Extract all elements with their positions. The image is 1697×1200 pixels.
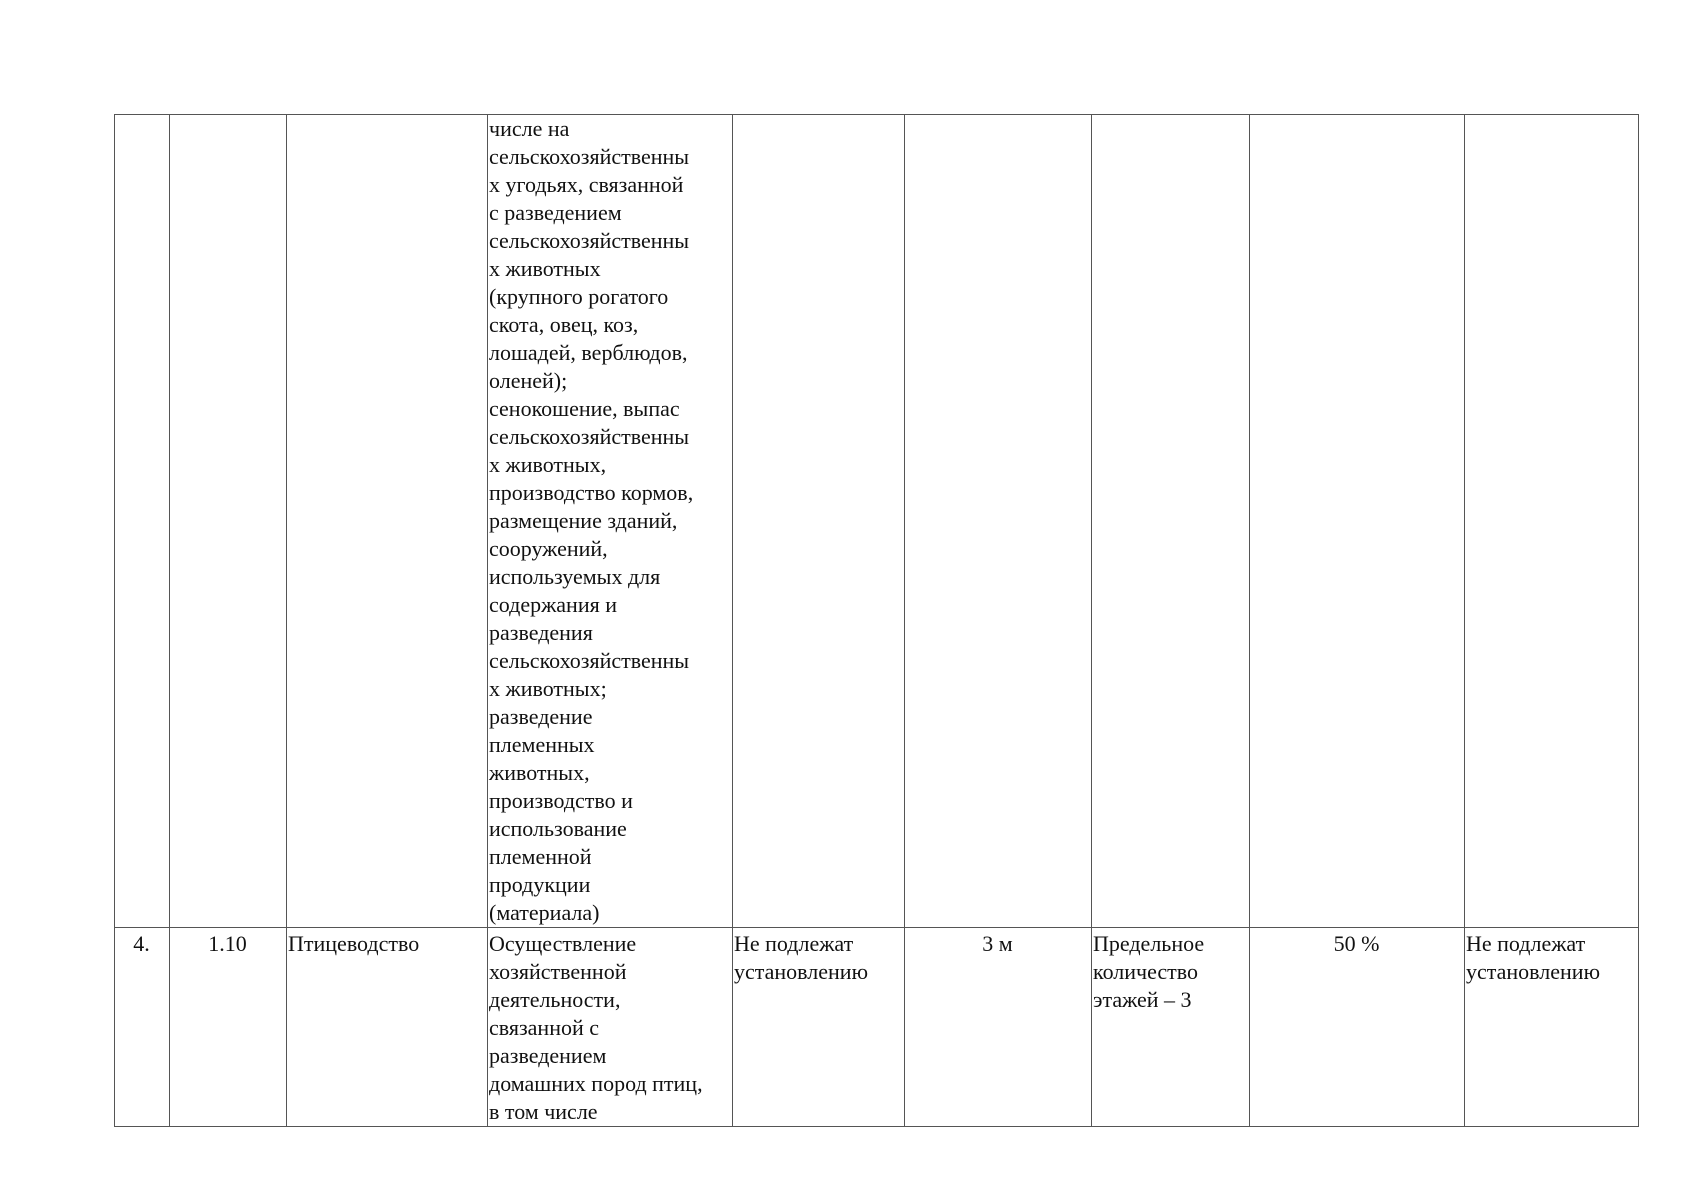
description-line: (крупного рогатого <box>489 284 669 309</box>
coverage-cell <box>1250 115 1465 928</box>
description-line: разведение <box>489 704 593 729</box>
coverage-cell: 50 % <box>1250 928 1465 1127</box>
use-description-cell <box>488 928 733 1127</box>
row-number-cell: 4. <box>115 928 170 1127</box>
description-line: сельскохозяйственны <box>489 424 690 449</box>
description-line: племенной <box>489 844 592 869</box>
description-line: х животных <box>489 256 601 281</box>
description-line: сельскохозяйственны <box>489 648 690 673</box>
description-line: скота, овец, коз, <box>489 312 639 337</box>
use-code-cell: 1.10 <box>170 928 287 1127</box>
floors-line: Предельное <box>1093 931 1205 956</box>
description-line: размещение зданий, <box>489 508 678 533</box>
description-line: домашних пород птиц, <box>489 1071 703 1096</box>
other-params-cell <box>1465 115 1639 928</box>
description-line: в том числе <box>489 1099 598 1124</box>
description-line: используемых для <box>489 564 661 589</box>
floors-line: количество <box>1093 959 1199 984</box>
description-line: сельскохозяйственны <box>489 228 690 253</box>
plot-size-line: Не подлежат <box>734 931 854 956</box>
use-code-cell <box>170 115 287 928</box>
description-line: использование <box>489 816 627 841</box>
description-line: хозяйственной <box>489 959 627 984</box>
other-params-line: Не подлежат <box>1466 931 1586 956</box>
use-name-cell: Птицеводство <box>287 928 488 1127</box>
setback-cell: 3 м <box>905 928 1092 1127</box>
description-line: производство кормов, <box>489 480 694 505</box>
description-line: Осуществление <box>489 931 637 956</box>
description-line: связанной с <box>489 1015 600 1040</box>
description-line: животных, <box>489 760 590 785</box>
description-line: сооружений, <box>489 536 608 561</box>
description-line: производство и <box>489 788 633 813</box>
description-line: (материала) <box>489 900 600 925</box>
table-row-4 <box>115 928 1639 1127</box>
floors-cell <box>1092 115 1250 928</box>
description-line: продукции <box>489 872 591 897</box>
description-line: с разведением <box>489 200 622 225</box>
other-params-cell <box>1465 928 1639 1127</box>
description-line: разведения <box>489 620 593 645</box>
description-line: х животных, <box>489 452 607 477</box>
description-line: х угодьях, связанной <box>489 172 684 197</box>
plot-size-line: установлению <box>734 959 869 984</box>
use-name-cell <box>287 115 488 928</box>
other-params-line: установлению <box>1466 959 1601 984</box>
description-line: деятельности, <box>489 987 621 1012</box>
plot-size-cell <box>733 115 905 928</box>
floors-cell <box>1092 928 1250 1127</box>
setback-cell <box>905 115 1092 928</box>
description-line: х животных; <box>489 676 607 701</box>
table-row-continuation <box>115 115 1639 928</box>
land-use-regulations-table <box>114 114 1639 1127</box>
description-line: сенокошение, выпас <box>489 396 680 421</box>
description-line: лошадей, верблюдов, <box>489 340 688 365</box>
description-line: сельскохозяйственны <box>489 144 690 169</box>
description-line: числе на <box>489 116 570 141</box>
description-line: разведением <box>489 1043 607 1068</box>
description-line: содержания и <box>489 592 617 617</box>
floors-line: этажей – 3 <box>1093 987 1192 1012</box>
description-line: племенных <box>489 732 595 757</box>
use-description-cell <box>488 115 733 928</box>
plot-size-cell <box>733 928 905 1127</box>
description-line: оленей); <box>489 368 568 393</box>
row-number-cell <box>115 115 170 928</box>
